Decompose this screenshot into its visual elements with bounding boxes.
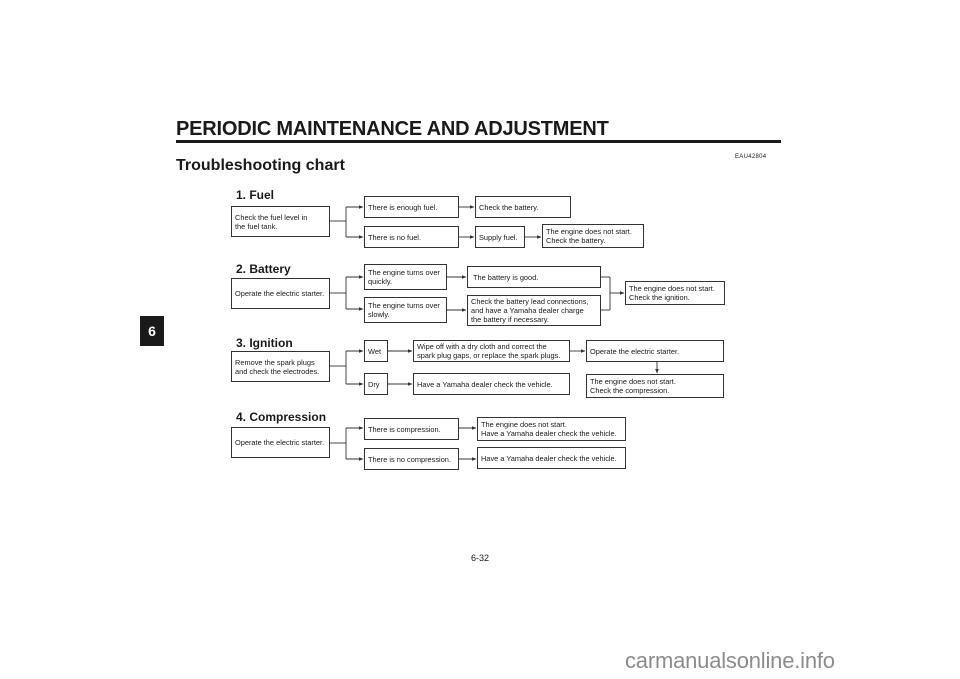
page-header-title: PERIODIC MAINTENANCE AND ADJUSTMENT [176, 118, 609, 140]
section-title: Troubleshooting chart [176, 157, 345, 174]
ignition-no-start-box: The engine does not start. Check the compression. [586, 374, 724, 398]
compression-yes-box: There is compression. [364, 418, 459, 440]
battery-no-start-box: The engine does not start. Check the ignition. [625, 281, 725, 305]
battery-good-box: The battery is good. [467, 266, 601, 288]
compression-heading: 4. Compression [236, 410, 327, 424]
compression-no-start-box: The engine does not start. Have a Yamaha dealer check the vehicle. [477, 417, 626, 441]
ignition-dry-box: Dry [364, 373, 388, 395]
fuel-no-start-box: The engine does not start. Check the battery. [542, 224, 644, 248]
battery-operate-starter-box: Operate the electric starter. [231, 278, 330, 309]
compression-operate-starter-box: Operate the electric starter. [231, 427, 330, 458]
fuel-none-box: There is no fuel. [364, 226, 459, 248]
battery-quick-box: The engine turns over quickly. [364, 264, 447, 290]
fuel-check-battery-box: Check the battery. [475, 196, 571, 218]
fuel-heading: 1. Fuel [236, 188, 275, 202]
ignition-wipe-box: Wipe off with a dry cloth and correct the spark plug gaps, or replace the spark plugs. [413, 340, 570, 362]
battery-slow-box: The engine turns over slowly. [364, 297, 447, 323]
fuel-supply-box: Supply fuel. [475, 226, 525, 248]
ignition-remove-plugs-box: Remove the spark plugs and check the electrodes. [231, 351, 330, 382]
ignition-wet-box: Wet [364, 340, 388, 362]
reference-code: EAU42804 [735, 154, 767, 160]
fuel-enough-box: There is enough fuel. [364, 196, 459, 218]
battery-heading: 2. Battery [236, 262, 291, 276]
ignition-heading: 3. Ignition [236, 336, 293, 350]
battery-check-leads-box: Check the battery lead connections, and have a Yamaha dealer charge the battery if necessary. [467, 295, 601, 326]
watermark: carmanualsonline.info [625, 648, 835, 673]
compression-dealer-box: Have a Yamaha dealer check the vehicle. [477, 447, 626, 469]
fuel-check-level-box: Check the fuel level in the fuel tank. [231, 206, 330, 237]
compression-no-box: There is no compression. [364, 448, 459, 470]
page-number: 6-32 [470, 553, 489, 563]
ignition-dealer-box: Have a Yamaha dealer check the vehicle. [413, 373, 570, 395]
ignition-operate-starter-box: Operate the electric starter. [586, 340, 724, 362]
chapter-tab: 6 [140, 316, 164, 346]
